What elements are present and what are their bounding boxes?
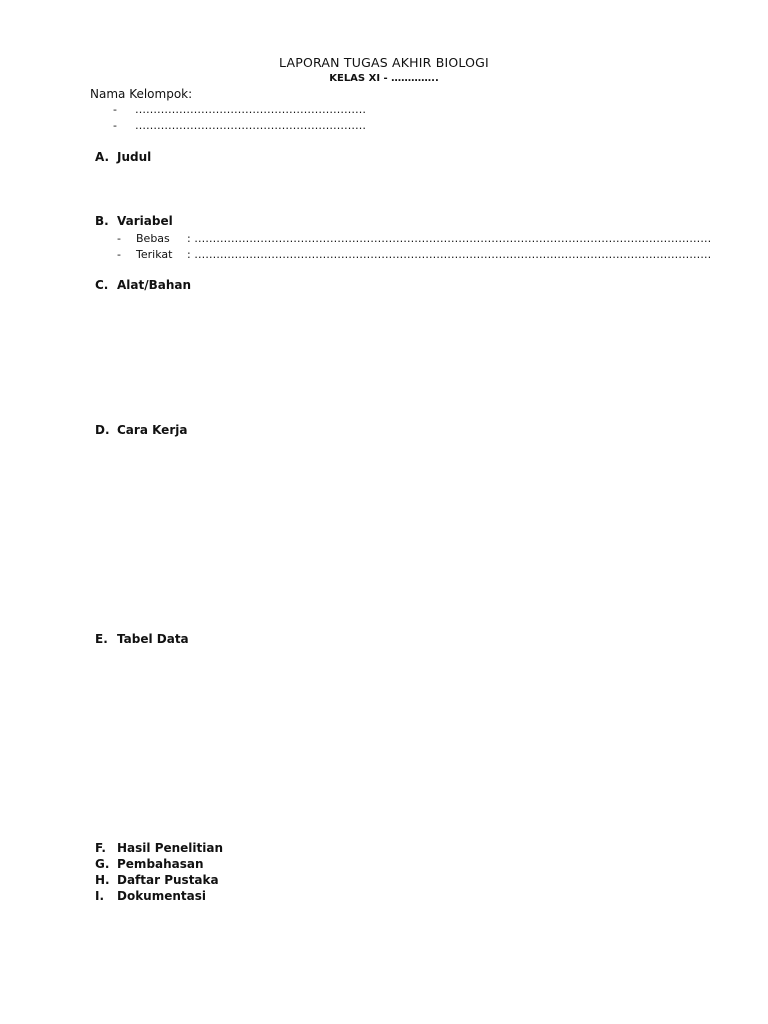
section-letter: D. (95, 423, 110, 437)
section-title: Hasil Penelitian (117, 841, 224, 855)
variable-label: Terikat (136, 248, 173, 261)
variable-label: Bebas (136, 232, 170, 245)
variable-bullet: - (117, 232, 121, 245)
variable-row-terikat (117, 248, 711, 261)
section-cara-kerja (95, 423, 187, 437)
member-bullet: - (113, 119, 117, 132)
variable-row-bebas (117, 232, 711, 245)
section-letter: E. (95, 632, 108, 646)
section-letter: G. (95, 857, 110, 871)
section-variabel (95, 214, 173, 228)
member-blank: ……………………………………………………… (135, 103, 366, 116)
section-letter: B. (95, 214, 109, 228)
section-title: Alat/Bahan (117, 278, 192, 292)
section-judul (95, 150, 151, 164)
section-letter: I. (95, 889, 105, 903)
variable-bullet: - (117, 248, 121, 261)
document-title: LAPORAN TUGAS AKHIR BIOLOGI (279, 55, 489, 70)
section-hasil-penelitian (95, 841, 223, 855)
section-letter: A. (95, 150, 110, 164)
section-title: Tabel Data (117, 632, 189, 646)
section-title: Judul (117, 150, 152, 164)
group-member-line (113, 119, 366, 132)
group-member-line (113, 103, 366, 116)
variable-blank: : …………………………………………………………………………………………………………………………… (187, 248, 712, 261)
group-name-label: Nama Kelompok: (90, 87, 193, 101)
section-pembahasan (95, 857, 204, 871)
section-letter: C. (95, 278, 109, 292)
member-blank: ……………………………………………………… (135, 119, 366, 132)
section-title: Variabel (117, 214, 173, 228)
variable-blank: : …………………………………………………………………………………………………………………………… (187, 232, 712, 245)
section-dokumentasi (95, 889, 206, 903)
class-subtitle: KELAS XI - ………….. (329, 73, 439, 84)
section-letter: F. (95, 841, 106, 855)
section-alat-bahan (95, 278, 191, 292)
section-title: Pembahasan (117, 857, 204, 871)
member-bullet: - (113, 103, 117, 116)
section-letter: H. (95, 873, 110, 887)
section-title: Cara Kerja (117, 423, 188, 437)
section-daftar-pustaka (95, 873, 219, 887)
section-tabel-data (95, 632, 189, 646)
section-title: Daftar Pustaka (117, 873, 219, 887)
section-title: Dokumentasi (117, 889, 207, 903)
